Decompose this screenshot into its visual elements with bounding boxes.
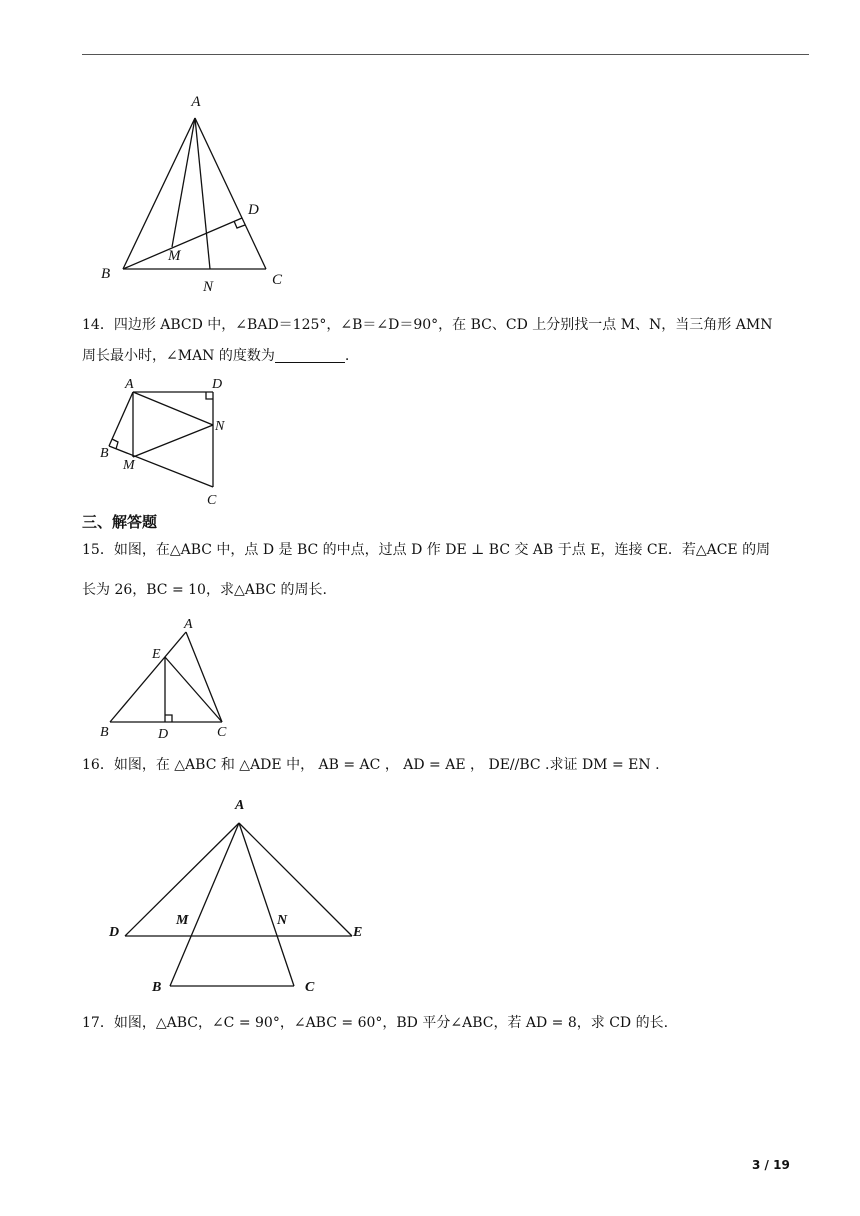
fig16-label-c: C xyxy=(305,980,315,995)
fig16-label-d: D xyxy=(109,925,120,940)
fig14-label-n: N xyxy=(215,419,225,434)
fig15-segment-ec xyxy=(165,657,222,722)
fig13-label-a: A xyxy=(191,94,201,110)
figure-q13 xyxy=(90,88,310,300)
fig15-label-a: A xyxy=(184,617,193,632)
q16-text: 16．如图，在 △ABC 和 △ADE 中， AB = AC ， AD = AE ， DE//BC .求证 DM = EN . xyxy=(82,757,660,773)
q15-text-line2: 长为 26，BC = 10，求△ABC 的周长. xyxy=(82,582,328,598)
fig16-label-a: A xyxy=(235,798,245,813)
fig13-segment-an xyxy=(195,118,210,269)
fig16-side-ac xyxy=(239,823,294,986)
figure-q16 xyxy=(100,790,380,1000)
q17-text: 17．如图，△ABC，∠C = 90°，∠ABC = 60°，BD 平分∠ABC，若 AD = 8，求 CD 的长. xyxy=(82,1015,669,1031)
fig13-label-n: N xyxy=(203,279,214,295)
fig15-label-d: D xyxy=(158,727,169,742)
fig15-right-angle-mark xyxy=(165,715,172,722)
fig13-side-ab xyxy=(123,118,195,269)
fig14-label-d: D xyxy=(212,377,223,392)
q15-text-line1: 15．如图，在△ABC 中，点 D 是 BC 的中点，过点 D 作 DE ⊥ BC 交 AB 于点 E，连接 CE．若△ACE 的周 xyxy=(82,542,771,558)
section-title: 三、解答题 xyxy=(82,513,158,531)
fig14-side-ab xyxy=(109,392,133,446)
fig13-label-b: B xyxy=(101,266,111,282)
figure-q14 xyxy=(95,372,245,512)
fig15-label-c: C xyxy=(217,725,227,740)
q14-text-line2 xyxy=(82,346,349,366)
header-rule xyxy=(82,54,809,55)
q14-answer-blank xyxy=(275,348,345,363)
q14-text-line1: 14．四边形 ABCD 中，∠BAD＝125°，∠B＝∠D＝90°，在 BC、CD 上分别找一点 M、N，当三角形 AMN xyxy=(82,317,773,333)
q14-text-line2-post: . xyxy=(344,348,350,364)
fig15-label-b: B xyxy=(100,725,109,740)
fig16-label-n: N xyxy=(277,913,288,928)
fig13-label-c: C xyxy=(272,272,283,288)
fig14-label-b: B xyxy=(100,446,109,461)
fig14-label-m: M xyxy=(123,458,135,473)
fig14-right-angle-mark-d xyxy=(206,392,213,399)
fig14-label-a: A xyxy=(125,377,134,392)
fig14-segment-mn xyxy=(133,425,213,457)
fig13-label-d: D xyxy=(248,202,259,218)
fig16-side-ab xyxy=(170,823,239,986)
fig13-segment-bd xyxy=(123,218,242,269)
fig16-label-e: E xyxy=(353,925,363,940)
fig15-label-e: E xyxy=(152,647,161,662)
fig14-segment-an xyxy=(133,392,213,425)
figure-q15 xyxy=(95,612,245,742)
fig16-label-m: M xyxy=(176,913,189,928)
fig16-side-ae xyxy=(239,823,352,936)
fig15-side-ba xyxy=(110,632,186,722)
fig15-side-ac xyxy=(186,632,222,722)
fig16-label-b: B xyxy=(152,980,162,995)
fig13-segment-am xyxy=(172,118,195,247)
fig14-label-c: C xyxy=(207,493,217,508)
page-number: 3 / 19 xyxy=(752,1158,790,1172)
q14-text-line2-pre: 周长最小时，∠MAN 的度数为 xyxy=(82,348,275,364)
fig13-side-ac xyxy=(195,118,266,269)
fig13-label-m: M xyxy=(168,248,181,264)
